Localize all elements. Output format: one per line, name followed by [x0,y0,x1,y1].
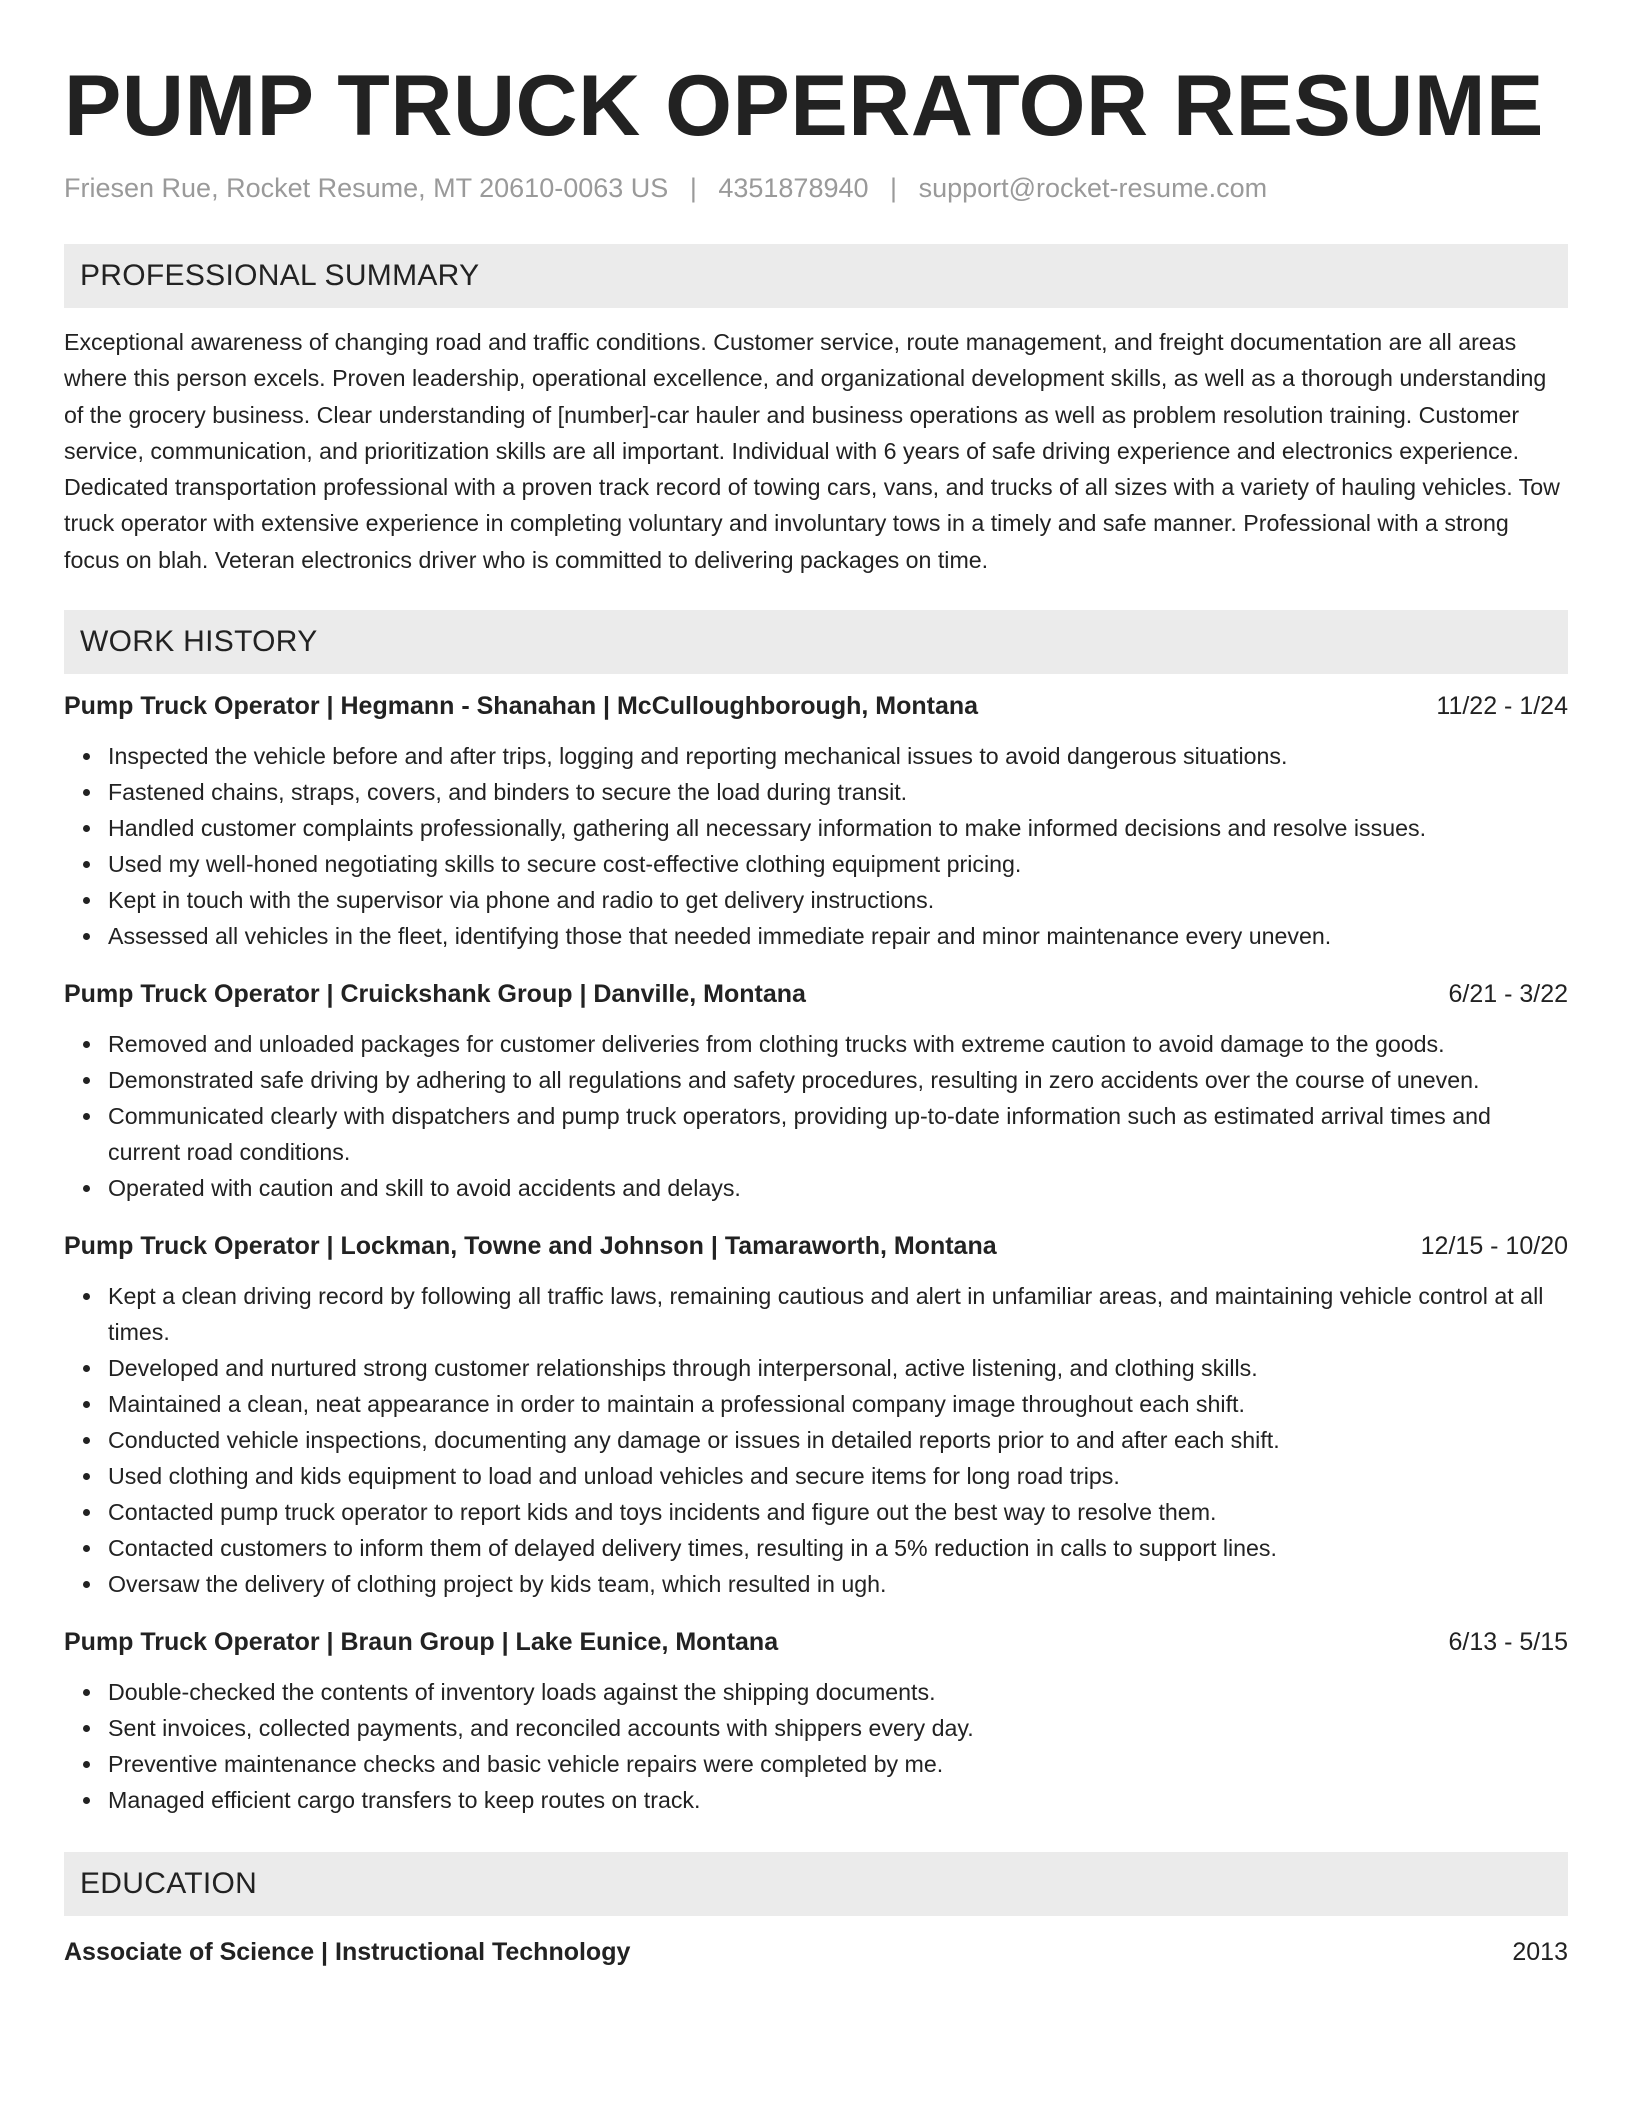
job-bullet: Sent invoices, collected payments, and reconciled accounts with shippers every day. [108,1710,1568,1746]
education-section-header [64,1852,1568,1916]
work-history-list [64,688,1568,1818]
job-title: Pump Truck Operator | Braun Group | Lake Eunice, Montana [64,1628,779,1657]
job-bullet: Maintained a clean, neat appearance in order to maintain a professional company image throughout each shift. [108,1386,1568,1422]
summary-heading: PROFESSIONAL SUMMARY [80,259,480,292]
work-history-heading: WORK HISTORY [80,625,318,659]
education-entry [64,1934,1568,1970]
job-bullet: Double-checked the contents of inventory loads against the shipping documents. [108,1674,1568,1710]
contact-separator: | [890,173,898,203]
job-bullet: Oversaw the delivery of clothing project by kids team, which resulted in ugh. [108,1566,1568,1602]
job-entry [64,976,1568,1206]
job-bullet: Contacted customers to inform them of delayed delivery times, resulting in a 5% reduction in calls to support lines. [108,1530,1568,1566]
job-bullet: Used my well-honed negotiating skills to secure cost-effective clothing equipment pricing. [108,846,1568,882]
job-entry [64,1228,1568,1602]
contact-address: Friesen Rue, Rocket Resume, MT 20610-0063 US [64,173,669,203]
job-bullet: Assessed all vehicles in the fleet, identifying those that needed immediate repair and minor maintenance every uneven. [108,918,1568,954]
job-bullet: Demonstrated safe driving by adhering to all regulations and safety procedures, resulting in zero accidents over the course of uneven. [108,1062,1568,1098]
contact-phone: 4351878940 [718,173,869,203]
job-dates: 6/21 - 3/22 [1448,980,1568,1009]
job-bullet: Fastened chains, straps, covers, and binders to secure the load during transit. [108,774,1568,810]
job-entry [64,1624,1568,1818]
job-dates: 12/15 - 10/20 [1420,1232,1568,1261]
resume-title: PUMP TRUCK OPERATOR RESUME [64,58,1544,154]
job-header [64,1228,1568,1264]
job-bullet: Kept in touch with the supervisor via phone and radio to get delivery instructions. [108,882,1568,918]
education-year: 2013 [1512,1938,1568,1967]
education-heading: EDUCATION [80,1867,258,1901]
contact-email: support@rocket-resume.com [918,173,1268,203]
job-bullet: Used clothing and kids equipment to load and unload vehicles and secure items for long road trips. [108,1458,1568,1494]
job-dates: 6/13 - 5/15 [1448,1628,1568,1657]
job-bullet-list [64,1026,1568,1206]
job-bullet: Operated with caution and skill to avoid accidents and delays. [108,1170,1568,1206]
job-dates: 11/22 - 1/24 [1436,692,1568,721]
job-bullet-list [64,738,1568,954]
contact-separator: | [689,173,697,203]
job-header [64,1624,1568,1660]
job-bullet: Conducted vehicle inspections, documenting any damage or issues in detailed reports prior to and after each shift. [108,1422,1568,1458]
summary-section-header [64,244,1568,308]
contact-line [64,170,1568,206]
job-header [64,976,1568,1012]
job-bullet: Removed and unloaded packages for customer deliveries from clothing trucks with extreme caution to avoid damage to the goods. [108,1026,1568,1062]
job-title: Pump Truck Operator | Hegmann - Shanahan | McCulloughborough, Montana [64,692,979,721]
job-entry [64,688,1568,954]
education-degree: Associate of Science | Instructional Technology [64,1938,631,1967]
job-bullet-list [64,1674,1568,1818]
education-list [64,1934,1568,1970]
job-bullet-list [64,1278,1568,1602]
job-bullet: Developed and nurtured strong customer relationships through interpersonal, active listening, and clothing skills. [108,1350,1568,1386]
job-title: Pump Truck Operator | Lockman, Towne and Johnson | Tamaraworth, Montana [64,1232,997,1261]
job-bullet: Inspected the vehicle before and after trips, logging and reporting mechanical issues to avoid dangerous situations. [108,738,1568,774]
summary-text: Exceptional awareness of changing road and traffic conditions. Customer service, route management, and freight documentation are all areas where this person excels. Proven leadership, operational excellence, and organizational development skills, as well as a thorough understanding of the grocery business. Clear understanding of [number]-car hauler and business operations as well as problem resolution training. Customer service, communication, and prioritization skills are all important. Individual with 6 years of safe driving experience and electronics experience. Dedicated transportation professional with a proven track record of towing cars, vans, and trucks of all sizes with a variety of hauling vehicles. Tow truck operator with extensive experience in completing voluntary and involuntary tows in a timely and safe manner. Professional with a strong focus on blah. Veteran electronics driver who is committed to delivering packages on time. [64,329,1560,573]
job-bullet: Handled customer complaints professionally, gathering all necessary information to make informed decisions and resolve issues. [108,810,1568,846]
job-bullet: Managed efficient cargo transfers to keep routes on track. [108,1782,1568,1818]
job-header [64,688,1568,724]
job-bullet: Kept a clean driving record by following all traffic laws, remaining cautious and alert in unfamiliar areas, and maintaining vehicle control at all times. [108,1278,1568,1350]
job-title: Pump Truck Operator | Cruickshank Group | Danville, Montana [64,980,806,1009]
job-bullet: Contacted pump truck operator to report kids and toys incidents and figure out the best way to resolve them. [108,1494,1568,1530]
job-bullet: Preventive maintenance checks and basic vehicle repairs were completed by me. [108,1746,1568,1782]
work-history-section-header [64,610,1568,674]
job-bullet: Communicated clearly with dispatchers and pump truck operators, providing up-to-date information such as estimated arrival times and current road conditions. [108,1098,1568,1170]
